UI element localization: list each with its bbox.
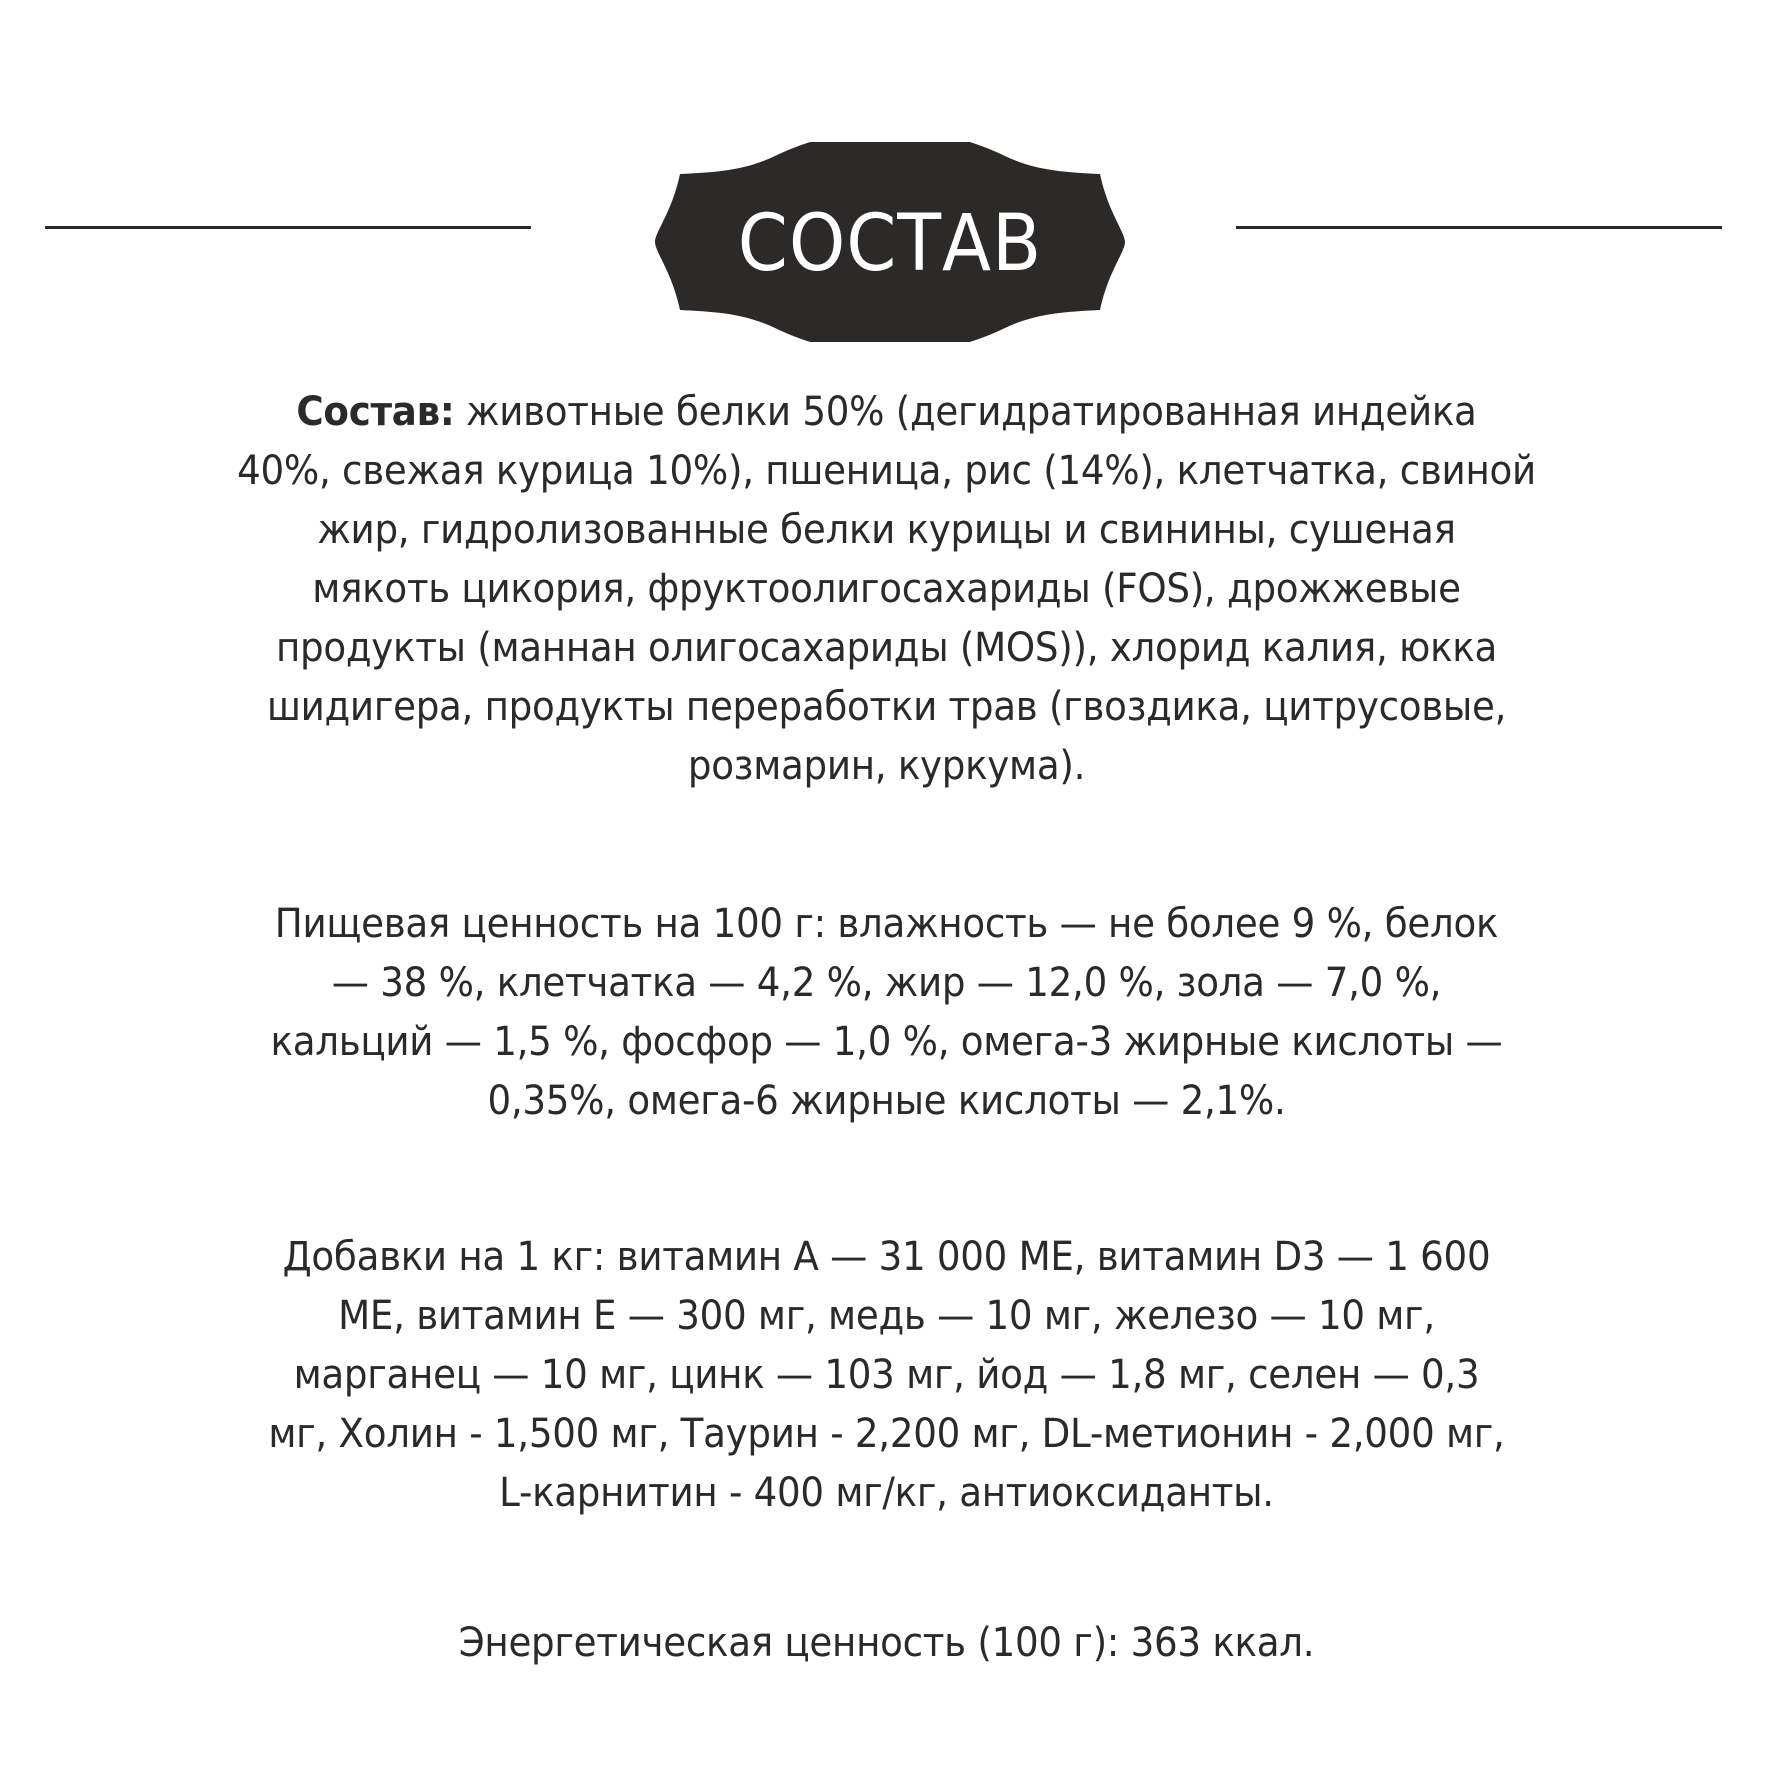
- additives-section: [60, 1228, 1713, 1523]
- composition-line: жир, гидролизованные белки курицы и свинины, сушеная: [317, 507, 1456, 553]
- nutrition-section: [60, 895, 1713, 1131]
- energy-section: [60, 1614, 1713, 1673]
- title-badge: [600, 142, 1180, 342]
- energy-value: Энергетическая ценность (100 г): 363 ккал.: [458, 1620, 1315, 1666]
- composition-line: шидигера, продукты переработки трав (гвоздика, цитрусовые,: [266, 684, 1507, 730]
- additives-line: мг, Холин - 1,500 мг, Таурин - 2,200 мг, DL-метионин - 2,000 мг,: [268, 1411, 1505, 1457]
- composition-section: [60, 383, 1713, 796]
- additives-line: L-карнитин - 400 мг/кг, антиоксиданты.: [499, 1470, 1274, 1516]
- page-title: СОСТАВ: [737, 199, 1043, 289]
- additives-line: марганец — 10 мг, цинк — 103 мг, йод — 1,8 мг, селен — 0,3: [293, 1352, 1480, 1398]
- nutrition-line: 0,35%, омега-6 жирные кислоты — 2,1%.: [487, 1078, 1286, 1124]
- additives-line: МЕ, витамин Е — 300 мг, медь — 10 мг, железо — 10 мг,: [338, 1293, 1435, 1339]
- composition-line: продукты (маннан олигосахариды (MOS)), хлорид калия, юкка: [276, 625, 1497, 671]
- composition-line: мякоть цикория, фруктоолигосахариды (FOS), дрожжевые: [312, 566, 1461, 612]
- composition-line: 40%, свежая курица 10%), пшеница, рис (14%), клетчатка, свиной: [237, 448, 1536, 494]
- composition-label: Состав:: [296, 389, 455, 435]
- header-rule-left: [45, 226, 531, 229]
- composition-line: Состав: животные белки 50% (дегидратированная индейка: [296, 389, 1477, 435]
- nutrition-line: Пищевая ценность на 100 г: влажность — не более 9 %, белок: [274, 901, 1499, 947]
- composition-line: розмарин, куркума).: [687, 743, 1086, 789]
- nutrition-line: — 38 %, клетчатка — 4,2 %, жир — 12,0 %, зола — 7,0 %,: [331, 960, 1442, 1006]
- header-rule-right: [1236, 226, 1722, 229]
- nutrition-line: кальций — 1,5 %, фосфор — 1,0 %, омега-3 жирные кислоты —: [270, 1019, 1503, 1065]
- additives-line: Добавки на 1 кг: витамин А — 31 000 МЕ, витамин D3 — 1 600: [282, 1234, 1491, 1280]
